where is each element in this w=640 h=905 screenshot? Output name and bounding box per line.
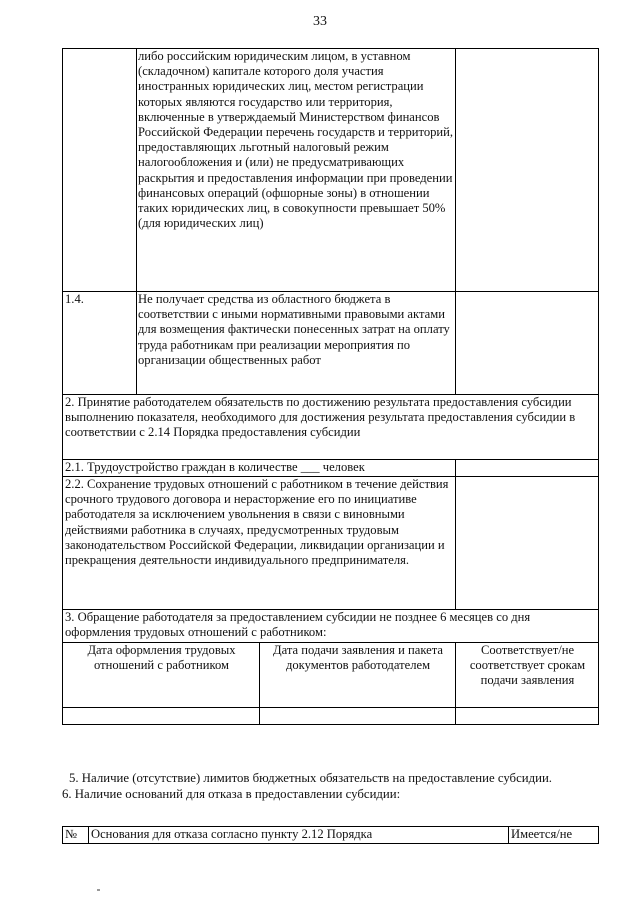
mark-cell [456, 460, 599, 477]
page-number: 33 [313, 14, 327, 29]
table-row [63, 460, 599, 477]
section-3-heading: 3. Обращение работодателя за предоставлением субсидии не позднее 6 месяцев со дня оформления трудовых отношений с работником: [63, 610, 599, 643]
header-number: № [63, 827, 89, 844]
header-employment-date: Дата оформления трудовых отношений с работником [63, 643, 260, 708]
table-row [63, 292, 599, 395]
row-2-1: 2.1. Трудоустройство граждан в количестве ___ человек [63, 460, 456, 477]
mark-cell [456, 477, 599, 610]
table-header-row [63, 643, 599, 708]
table-row [63, 395, 599, 460]
item-5: 5. Наличие (отсутствие) лимитов бюджетных обязательств на предоставление субсидии. [69, 771, 553, 785]
mark-cell [456, 49, 599, 292]
criterion-text: либо российским юридическим лицом, в уставном (складочном) капитале которого доля участия иностранных юридических лиц, местом регистрации которых являются государство или территория, включенные в утверждаемый Министерством финансов Российской Федерации перечень государств и территорий, предоставляющих льготный налоговый режим налогообложения и (или) не предусматривающих раскрытия и предоставления информации при проведении финансовых операций (офшорные зоны) в отношении таких юридических лиц, в совокупности превышает 50% (для юридических лиц) [137, 49, 456, 292]
item-6: 6. Наличие оснований для отказа в предоставлении субсидии: [62, 787, 401, 801]
row-2-2: 2.2. Сохранение трудовых отношений с работником в течение действия срочного трудового договора и нерасторжение его по инициативе работодателя за исключением увольнения в связи с виновными действиями работника в случаях, предусмотренных трудовым законодательством Российской Федерации, ликвидации организации и прекращения деятельности индивидуального предпринимателя. [63, 477, 456, 610]
header-application-date: Дата подачи заявления и пакета документов работодателем [260, 643, 456, 708]
refusal-reasons-table [62, 826, 599, 844]
header-status: Имеется/не [509, 827, 599, 844]
footer-items [62, 770, 602, 802]
compliance-cell [456, 708, 599, 725]
table-row [63, 708, 599, 725]
employment-date-cell [63, 708, 260, 725]
header-reason: Основания для отказа согласно пункту 2.12 Порядка [89, 827, 509, 844]
section-2-heading: 2. Принятие работодателем обязательств по достижению результата предоставления субсидии выполнению показателя, необходимого для достижения результата предоставления субсидии в соответствии с 2.14 Порядка предоставления субсидии [63, 395, 599, 460]
table-row [63, 477, 599, 610]
scan-speck [97, 889, 100, 891]
header-compliance: Соответствует/не соответствует срокам подачи заявления [456, 643, 599, 708]
criterion-text: Не получает средства из областного бюджета в соответствии с иными нормативными правовыми актами для возмещения фактически понесенных затрат на оплату труда работникам при реализации мероприятия по организации общественных работ [137, 292, 456, 395]
criteria-table [62, 48, 599, 725]
mark-cell [456, 292, 599, 395]
table-header-row [63, 827, 599, 844]
table-row [63, 49, 599, 292]
number-cell: 1.4. [63, 292, 137, 395]
application-date-cell [260, 708, 456, 725]
table-row [63, 610, 599, 643]
number-cell [63, 49, 137, 292]
